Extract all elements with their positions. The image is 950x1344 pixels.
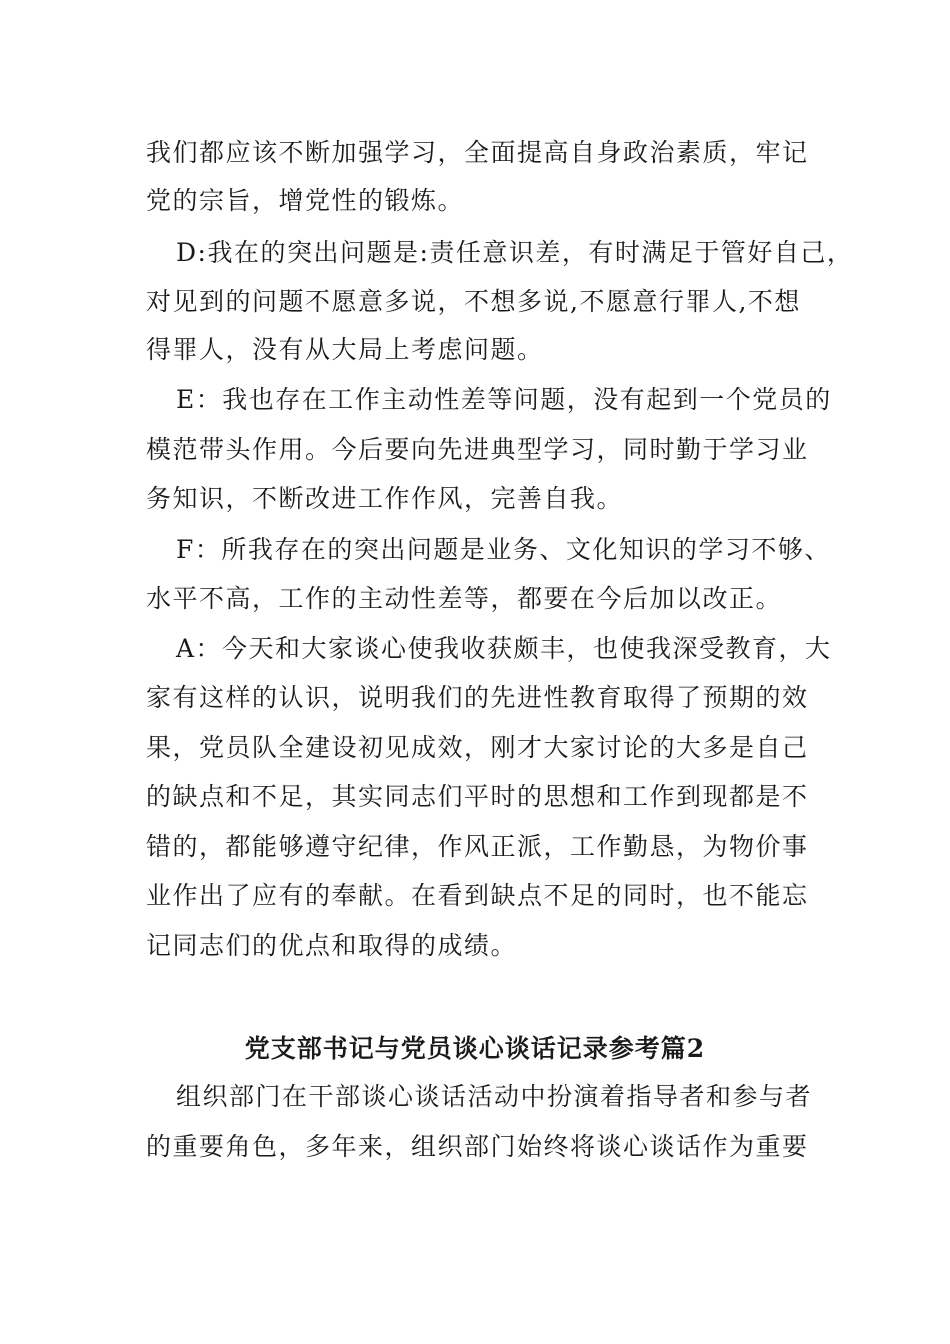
section-heading: 党支部书记与党员谈心谈话记录参考篇2 bbox=[244, 1034, 706, 1063]
paragraph-line: 错的，都能够遵守纪律，作风正派，工作勤恳，为物价事 bbox=[146, 832, 809, 861]
paragraph-line: F：所我存在的突出问题是业务、文化知识的学习不够、 bbox=[176, 535, 831, 564]
paragraph-line: 业作出了应有的奉献。在看到缺点不足的同时，也不能忘 bbox=[146, 881, 809, 910]
paragraph-line: 组织部门在干部谈心谈话活动中扮演着指导者和参与者 bbox=[176, 1082, 813, 1111]
paragraph-line: 果，党员队全建设初见成效，刚才大家讨论的大多是自己 bbox=[146, 733, 809, 762]
paragraph-line: D:我在的突出问题是:责任意识差，有时满足于管好自己， bbox=[176, 238, 854, 267]
paragraph-line: 我们都应该不断加强学习，全面提高自身政治素质，牢记 bbox=[146, 138, 809, 167]
paragraph-line: 水平不高，工作的主动性差等，都要在今后加以改正。 bbox=[146, 584, 783, 613]
paragraph-line: A：今天和大家谈心使我收获颇丰，也使我深受教育，大 bbox=[176, 634, 832, 663]
paragraph-line: 对见到的问题不愿意多说，不想多说,不愿意行罪人,不想 bbox=[146, 287, 801, 316]
paragraph-line: 家有这样的认识，说明我们的先进性教育取得了预期的效 bbox=[146, 683, 809, 712]
paragraph-line: 记同志们的优点和取得的成绩。 bbox=[146, 931, 518, 960]
paragraph-line: 的缺点和不足，其实同志们平时的思想和工作到现都是不 bbox=[146, 782, 809, 811]
paragraph-line: 党的宗旨，增党性的锻炼。 bbox=[146, 186, 465, 215]
paragraph-line: 得罪人，没有从大局上考虑问题。 bbox=[146, 335, 544, 364]
paragraph-line: E：我也存在工作主动性差等问题，没有起到一个党员的 bbox=[176, 385, 832, 414]
paragraph-line: 的重要角色，多年来，组织部门始终将谈心谈话作为重要 bbox=[146, 1132, 809, 1161]
paragraph-line: 模范带头作用。今后要向先进典型学习，同时勤于学习业 bbox=[146, 435, 809, 464]
paragraph-line: 务知识，不断改进工作作风，完善自我。 bbox=[146, 484, 624, 513]
